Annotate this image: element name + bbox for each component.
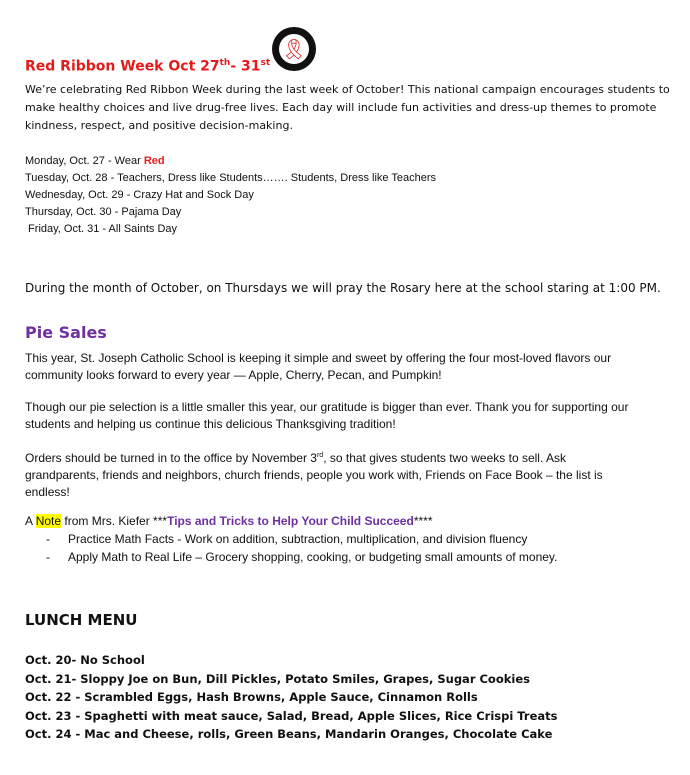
red-ribbon-logo xyxy=(272,27,316,71)
text: , so that gives students two weeks to sell. Ask xyxy=(323,451,566,465)
intro-paragraph xyxy=(25,81,670,135)
red-ribbon-title xyxy=(25,58,270,75)
note-heading xyxy=(25,513,433,530)
pie-paragraph-1 xyxy=(25,350,611,384)
menu-item: Oct. 24 - Mac and Cheese, rolls, Green Beans, Mandarin Oranges, Chocolate Cake xyxy=(25,727,553,741)
day-emph: Red xyxy=(143,155,165,167)
pie-paragraph-2 xyxy=(25,399,628,433)
day-list xyxy=(25,153,436,238)
title-sup: th xyxy=(219,58,231,68)
intro-line: We’re celebrating Red Ribbon Week during the last week of October! This national campaign encourages students to xyxy=(25,83,670,96)
day-item: Friday, Oct. 31 - All Saints Day xyxy=(25,223,178,235)
sup: rd xyxy=(316,452,324,459)
text-line xyxy=(25,447,603,467)
text: **** xyxy=(413,514,433,528)
tips-title: Tips and Tricks to Help Your Child Succeed xyxy=(167,514,414,528)
highlighted-note: Note xyxy=(35,514,62,528)
menu-item: Oct. 20- No School xyxy=(25,653,145,667)
intro-line: make healthy choices and live drug-free lives. Each day will include fun activities and dress-up themes to promote xyxy=(25,101,657,114)
text-line: endless! xyxy=(25,485,70,499)
pie-sales-title: Pie Sales xyxy=(25,323,107,342)
bullet-text: Apply Math to Real Life – Grocery shopping, cooking, or budgeting small amounts of money. xyxy=(68,550,558,564)
lunch-menu-title: LUNCH MENU xyxy=(25,611,138,629)
title-text: - 31 xyxy=(230,58,261,75)
tips-list xyxy=(46,530,557,566)
bullet-item: - Apply Math to Real Life – Grocery shopping, cooking, or budgeting small amounts of money. xyxy=(46,550,558,564)
day-item xyxy=(25,153,436,170)
text: A xyxy=(25,514,36,528)
title-text: Red Ribbon Week Oct 27 xyxy=(25,58,220,75)
ribbon-icon: 🎗 xyxy=(279,34,309,64)
text-line: students and helping us continue this delicious Thanksgiving tradition! xyxy=(25,417,396,431)
day-item: Thursday, Oct. 30 - Pajama Day xyxy=(25,206,182,218)
intro-line: kindness, respect, and positive decision-making. xyxy=(25,119,293,132)
day-text: Monday, Oct. 27 - Wear xyxy=(25,155,144,167)
text-line: community looks forward to every year — Apple, Cherry, Pecan, and Pumpkin! xyxy=(25,368,442,382)
menu-item: Oct. 21- Sloppy Joe on Bun, Dill Pickles, Potato Smiles, Grapes, Sugar Cookies xyxy=(25,671,530,686)
menu-item: Oct. 22 - Scrambled Eggs, Hash Browns, Apple Sauce, Cinnamon Rolls xyxy=(25,690,478,704)
text-line: Though our pie selection is a little smaller this year, our gratitude is bigger than ever. Thank you for supporting our xyxy=(25,400,629,414)
day-item: Wednesday, Oct. 29 - Crazy Hat and Sock Day xyxy=(25,189,254,201)
rosary-note: During the month of October, on Thursdays we will pray the Rosary here at the school staring at 1:00 PM. xyxy=(25,281,661,295)
lunch-menu-list xyxy=(25,651,557,744)
pie-paragraph-3 xyxy=(25,447,603,501)
text: Orders should be turned in to the office by November 3 xyxy=(25,451,317,465)
title-sup: st xyxy=(260,58,271,68)
text-line: grandparents, friends and neighbors, church friends, people you work with, Friends on Face Book – the list is xyxy=(25,468,603,482)
bullet-text: Practice Math Facts - Work on addition, subtraction, multiplication, and division fluency xyxy=(68,532,528,546)
text: from Mrs. Kiefer *** xyxy=(61,514,168,528)
menu-item: Oct. 23 - Spaghetti with meat sauce, Salad, Bread, Apple Slices, Rice Crispi Treats xyxy=(25,708,558,723)
text-line: This year, St. Joseph Catholic School is keeping it simple and sweet by offering the four most-loved flavors our xyxy=(25,351,612,365)
bullet-item: - Practice Math Facts - Work on addition, subtraction, multiplication, and division fluency xyxy=(46,532,528,546)
day-item: Tuesday, Oct. 28 - Teachers, Dress like Students……. Students, Dress like Teachers xyxy=(25,172,437,184)
